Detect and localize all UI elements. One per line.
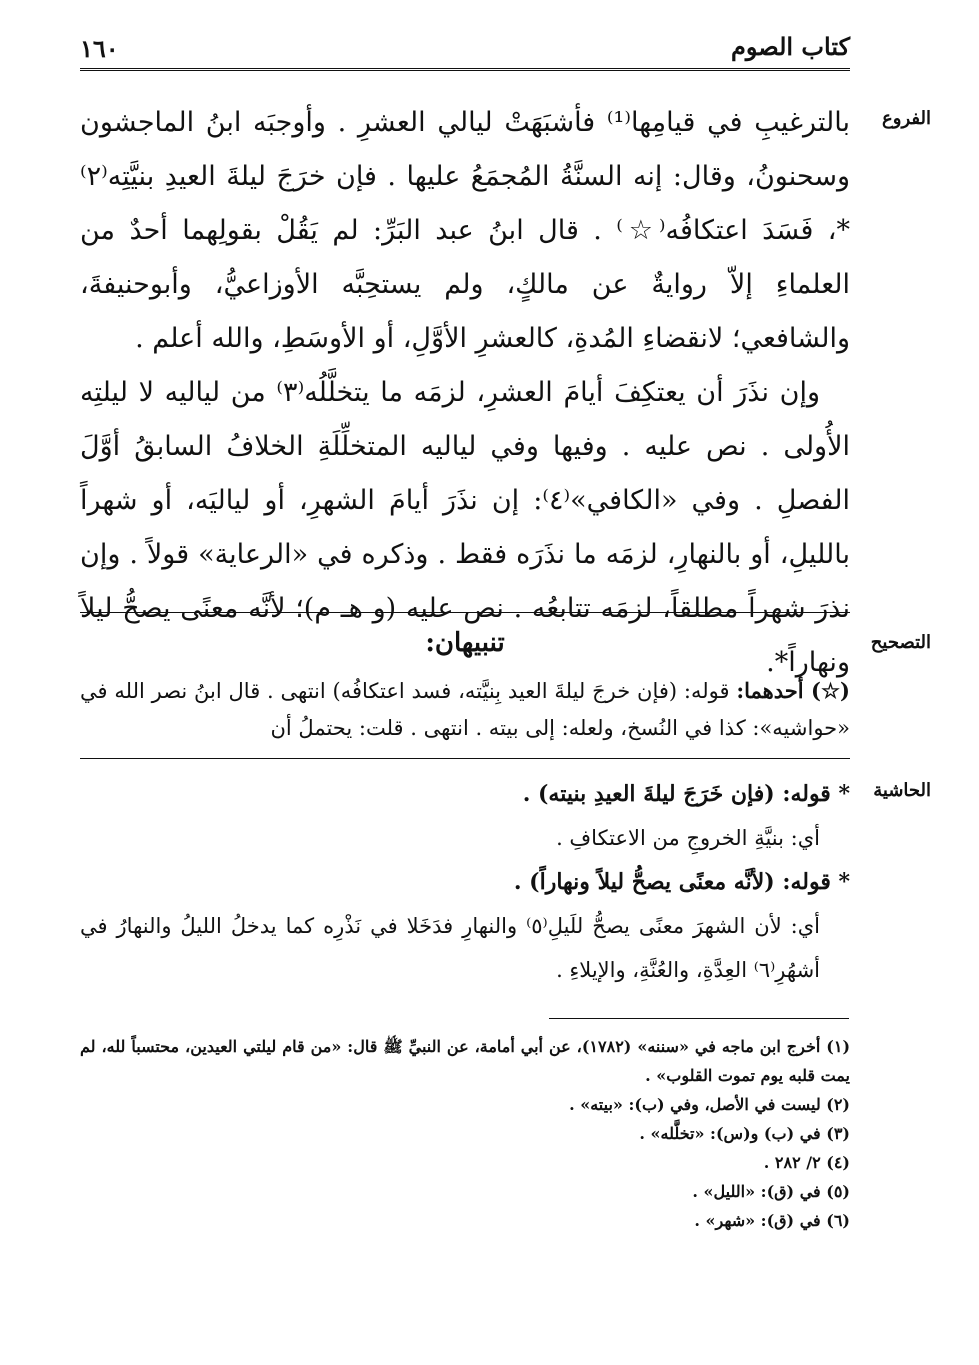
section-label-tashih: التصحيح: [870, 632, 931, 653]
header-rule: [80, 68, 850, 71]
hashiya-comment: أي: لأن الشهرَ معنًى يصحُّ للَيلِ⁽٥⁾ والنهارِ فدَخَلا في نَذْرِه كما يدخلُ الليلُ والنهارُ في أشهُرِ⁽٦⁾ العِدَّةِ، والعُنَّةِ، والإيلاءِ .: [80, 914, 821, 982]
footnote: (٤) ٢/ ٢٨٢ .: [763, 1153, 850, 1172]
tashih-text: [80, 672, 850, 747]
footnote: (٢) ليست في الأصل، وفي (ب): «بيته» .: [569, 1095, 850, 1114]
tashih-lead: (☆) أحدهما:: [736, 678, 850, 703]
hashiya-text: [80, 772, 850, 992]
section-label-furu: الفروع: [882, 108, 931, 129]
furu-text: [80, 96, 850, 690]
tanbih-title: تنبيهان:: [425, 628, 505, 658]
section-label-hashiya: الحاشية: [873, 780, 931, 801]
furu-paragraph: بالترغيبِ في قيامِها⁽¹⁾ فأشبَهَتْ ليالي العشرِ . وأوجبَه ابنُ الماجشون وسحنونُ، وقال: إنه السنَّةُ المُجمَعُ عليها . فإن خرَجَ ليلةَ العيدِ بنيَّتِه⁽٢⁾*، فَسَدَ اعتكافُه⁽☆⁾ . قال ابنُ عبد البَرِّ: لم يَقُلْ بقولِهما أحدٌ من العلماءِ إلاّ روايةٌ عن مالكٍ، ولم يستحِبَّه الأوزاعيُّ، وأبوحنيفةَ، والشافعي؛ لانقضاءِ المُدةِ، كالعشرِ الأوَّلِ، أو الأوسَطِ، والله أعلم .: [80, 107, 850, 354]
footnote: (٣) في (ب) و(س): «تخلَّله» .: [639, 1124, 850, 1143]
hashiya-quote: * قوله: (لأنَّه معنًى يصحُّ ليلاً ونهاراً) .: [513, 869, 850, 895]
footnote: (١) أخرج ابن ماجه في «سننه» (١٧٨٢)، عن أبي أمامة، عن النبيِّ ﷺ قال: «من قام ليلتي العيدين، محتسباً لله، لم يمت قلبه يوم تموت القلوب» .: [80, 1037, 851, 1085]
footnote: (٥) في (ق): «الليل» .: [692, 1182, 850, 1201]
tashih-separator: [80, 758, 850, 759]
hashiya-comment: أي: بنيَّةِ الخروجِ من الاعتكافِ .: [556, 826, 820, 850]
footnotes: [80, 1032, 850, 1235]
hashiya-quote: * قوله: (فإن خَرَجَ ليلةَ العيدِ بنيته) .: [522, 781, 850, 807]
tashih-body: قوله: (فإن خرجَ ليلةَ العيد بِنيَّته، فسد اعتكافُه) انتهى . قال ابنُ نصر الله في «حواشيه»: كذا في النُسخ، ولعله: إلى بيته . انتهى . قلت: يحتملُ أن: [80, 679, 850, 740]
footnote: (٦) في (ق): «شهر» .: [694, 1211, 850, 1230]
furu-paragraph: وإن نذَرَ أن يعتكِفَ أيامَ العشرِ، لزمَه ما يتخلَّلُه⁽٣⁾ من لياليه لا ليلتِه الأُولى . نص عليه . وفيها وفي لياليه المتخلِّلَةِ الخلافُ السابقُ أوَّلَ الفصلِ . وفي «الكافي»⁽٤⁾: إن نذَرَ أيامَ الشهرِ، أو لياليَه، أو شهراً بالليلِ، أو بالنهارِ، لزمَه ما نذَرَه فقط . وذكره في «الرعاية» قولاً . وإن نذرَ شهراً مطلقاً، لزمَه تتابعُه . نص عليه (و هـ م)؛ لأنَّه معنًى يصحُّ ليلاً ونهاراً*.: [80, 377, 850, 678]
page-number: ١٦٠: [80, 34, 119, 63]
running-title: كتاب الصوم: [731, 32, 850, 61]
furu-separator: [80, 612, 850, 613]
page-header: [80, 28, 850, 68]
footnote-separator: [549, 1018, 849, 1019]
